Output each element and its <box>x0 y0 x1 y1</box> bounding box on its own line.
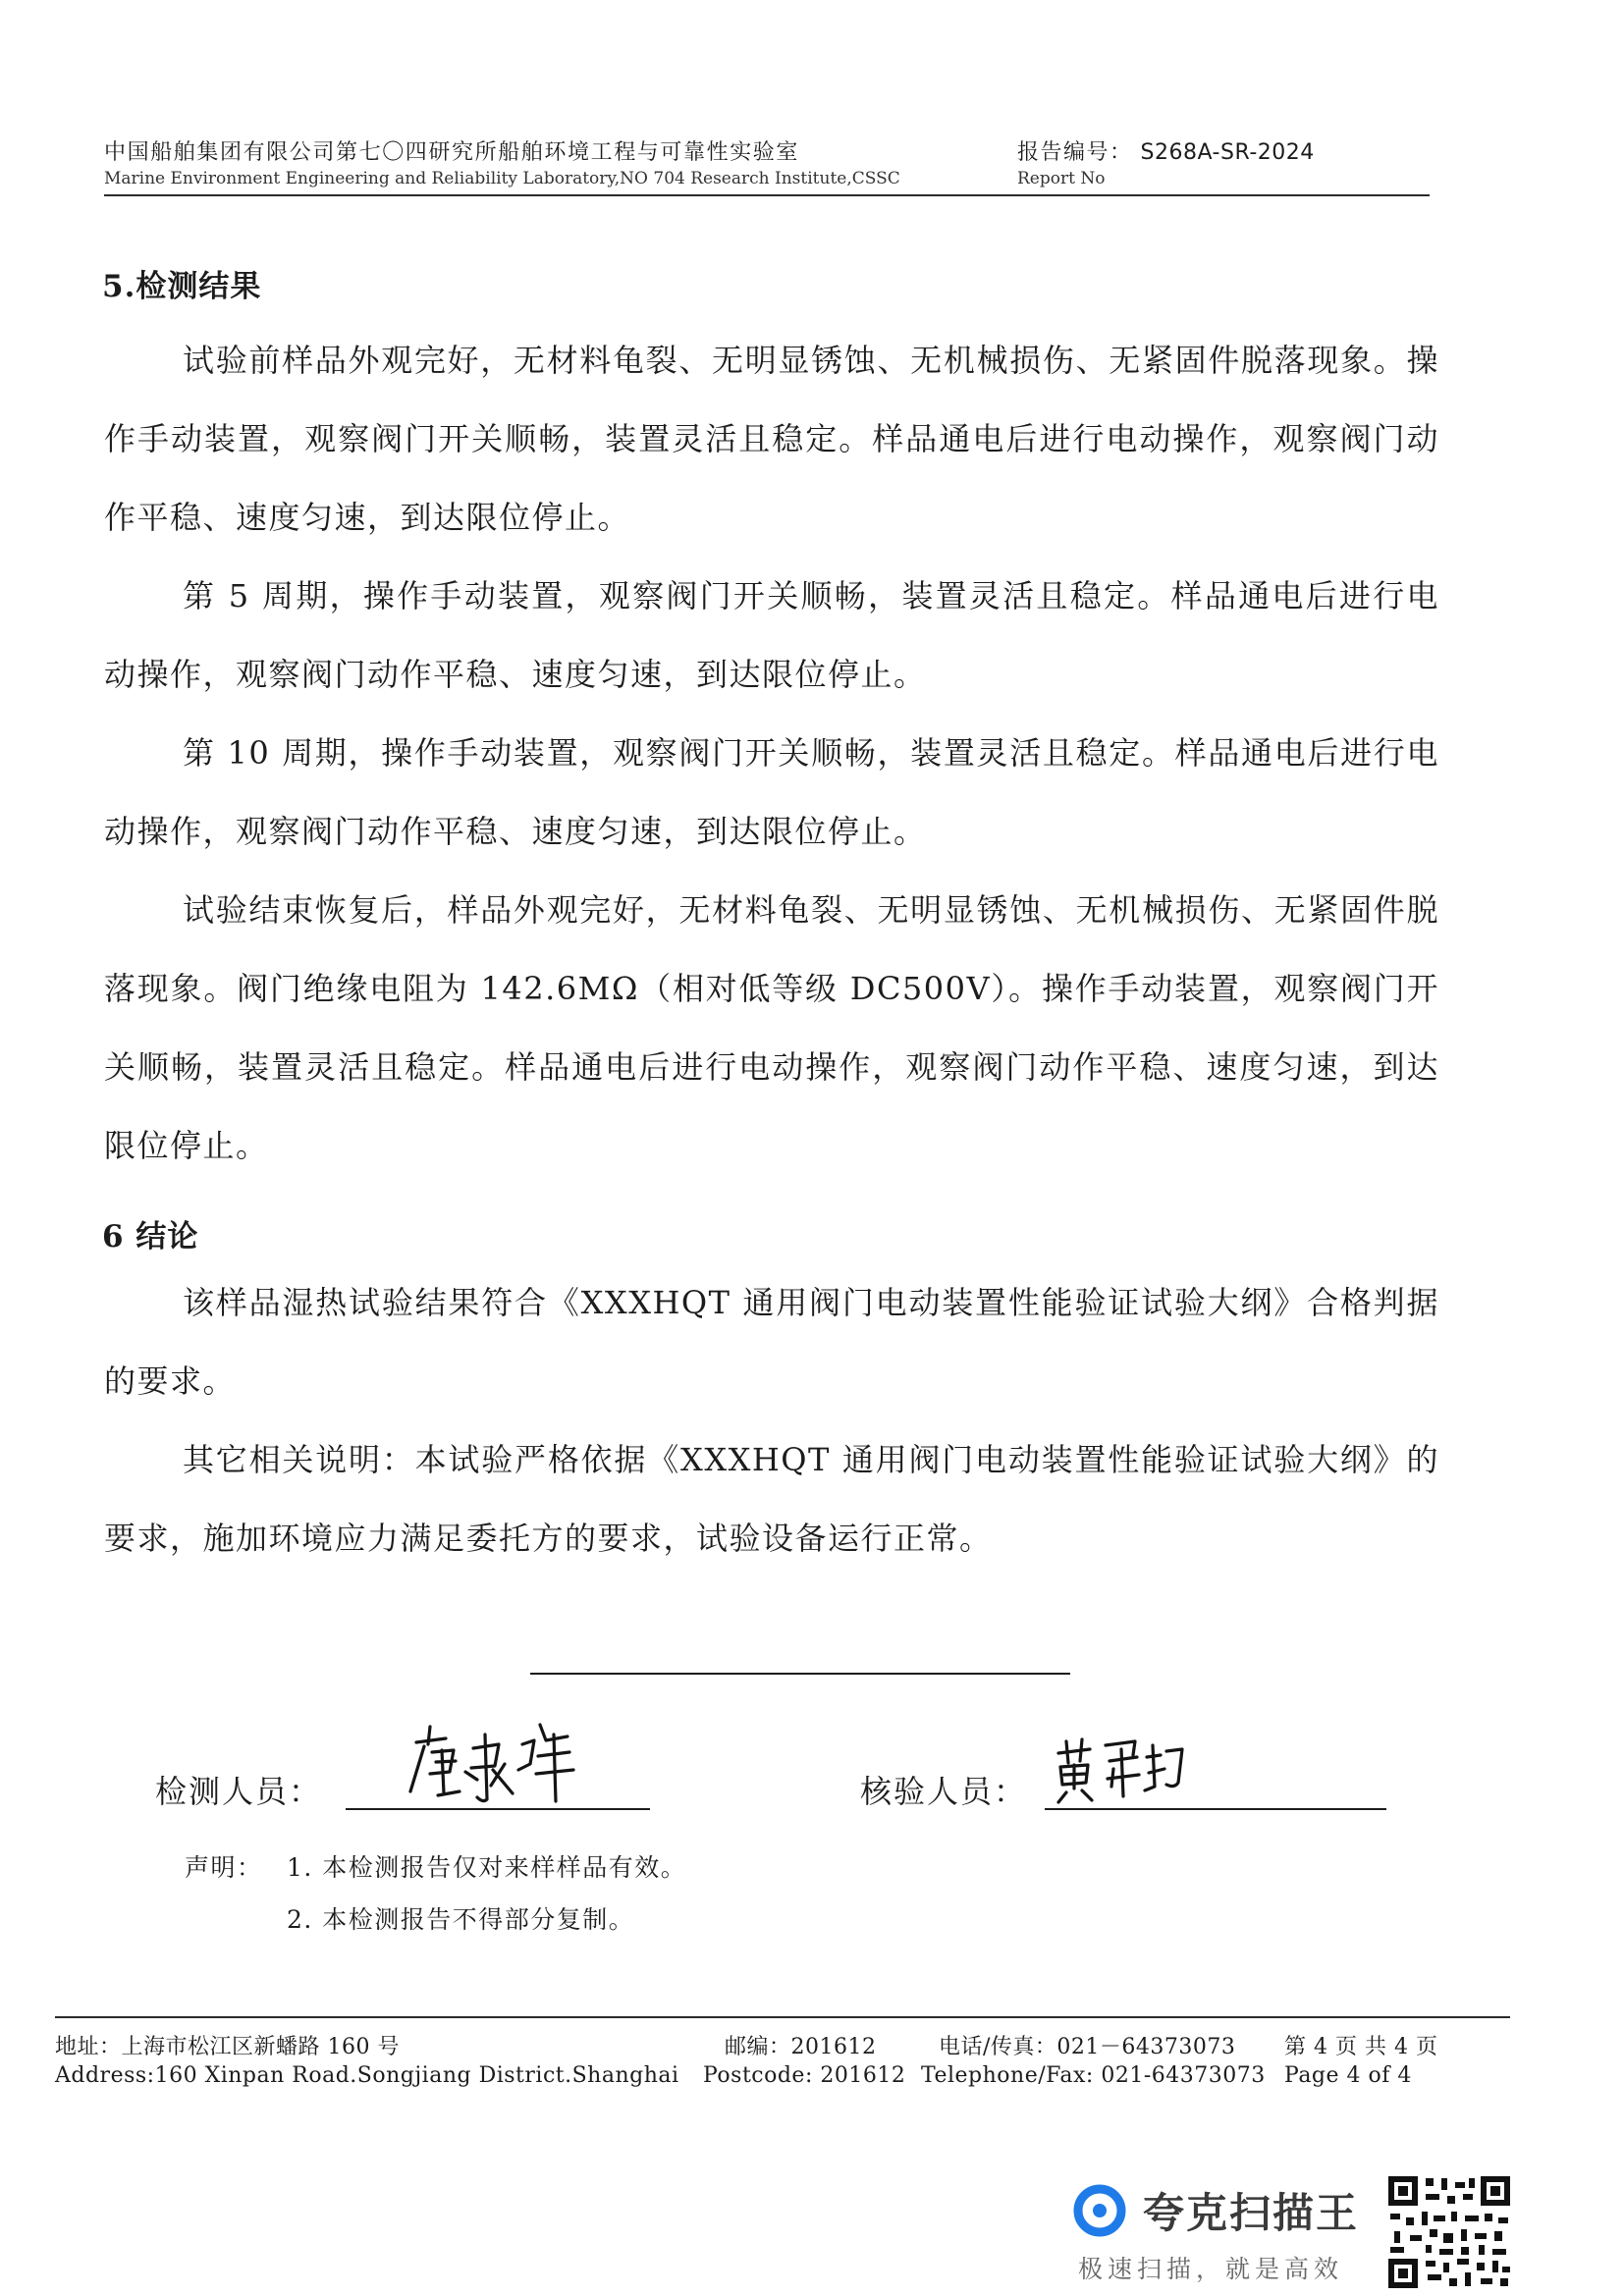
scanner-tagline: 极速扫描，就是高效 <box>1078 2255 1344 2283</box>
footer-page-cn: 第 4 页 共 4 页 <box>1284 2035 1438 2059</box>
qr-code-icon <box>1386 2174 1512 2290</box>
report-number-label: 报告编号： <box>1017 140 1133 165</box>
scanner-brand <box>1070 2181 1359 2240</box>
footer-rule <box>55 2016 1510 2018</box>
results-paragraph-3: 第 10 周期，操作手动装置，观察阀门开关顺畅，装置灵活且稳定。样品通电后进行电动操作，观察阀门动作平稳、速度匀速，到达限位停止。 <box>104 734 1439 850</box>
verifier-signature <box>1051 1735 1188 1808</box>
end-of-content-rule <box>530 1673 1070 1675</box>
report-header <box>104 135 1430 196</box>
footer-postcode-en: Postcode: 201612 <box>703 2063 906 2088</box>
results-paragraph-4: 试验结束恢复后，样品外观完好，无材料龟裂、无明显锈蚀、无机械损伤、无紧固件脱落现象。阀门绝缘电阻为 142.6MΩ（相对低等级 DC500V）。操作手动装置，观察阀门开关顺畅，装置灵活且稳定。样品通电后进行电动操作，观察阀门动作平稳、速度匀速，到达限位停止。 <box>104 891 1439 1164</box>
footer-phone-en: Telephone/Fax: 021-64373073 <box>921 2063 1266 2088</box>
conclusion-paragraph-1: 该样品湿热试验结果符合《XXXHQT 通用阀门电动装置性能验证试验大纲》合格判据的要求。 <box>104 1284 1439 1400</box>
tester-label: 检测人员： <box>155 1773 323 1810</box>
disclaimer-label: 声明： <box>185 1853 263 1882</box>
report-number-label-en: Report No <box>1017 169 1106 188</box>
disclaimer-item-1: 1. 本检测报告仅对来样样品有效。 <box>287 1853 687 1882</box>
footer-postcode-cn: 邮编：201612 <box>725 2035 877 2059</box>
tester-signature <box>403 1713 589 1809</box>
verifier-label: 核验人员： <box>860 1773 1028 1810</box>
results-paragraph-2: 第 5 周期，操作手动装置，观察阀门开关顺畅，装置灵活且稳定。样品通电后进行电动操作，观察阀门动作平稳、速度匀速，到达限位停止。 <box>104 577 1439 693</box>
report-number <box>1017 135 1315 166</box>
scanner-logo-icon <box>1070 2181 1129 2240</box>
report-number-value: S268A-SR-2024 <box>1140 140 1315 165</box>
disclaimer-item-2: 2. 本检测报告不得部分复制。 <box>287 1905 635 1934</box>
org-name-en: Marine Environment Engineering and Reliability Laboratory,NO 704 Research Institute,CSSC <box>104 169 900 188</box>
org-name-cn: 中国船舶集团有限公司第七〇四研究所船舶环境工程与可靠性实验室 <box>104 140 800 165</box>
footer-address-en: Address:160 Xinpan Road.Songjiang District.Shanghai <box>55 2063 679 2088</box>
section-title-conclusion: 6 结论 <box>102 1219 199 1255</box>
conclusion-paragraph-2: 其它相关说明：本试验严格依据《XXXHQT 通用阀门电动装置性能验证试验大纲》的要求，施加环境应力满足委托方的要求，试验设备运行正常。 <box>104 1441 1439 1557</box>
section-title-results: 5.检测结果 <box>102 269 262 304</box>
footer-page-en: Page 4 of 4 <box>1284 2063 1412 2088</box>
footer-phone-cn: 电话/传真：021－64373073 <box>939 2035 1236 2059</box>
footer-address-cn: 地址：上海市松江区新蟠路 160 号 <box>55 2035 400 2059</box>
verifier-signature-line <box>1045 1808 1386 1810</box>
scanner-brand-name: 夸克扫描王 <box>1143 2189 1360 2237</box>
results-paragraph-1: 试验前样品外观完好，无材料龟裂、无明显锈蚀、无机械损伤、无紧固件脱落现象。操作手动装置，观察阀门开关顺畅，装置灵活且稳定。样品通电后进行电动操作，观察阀门动作平稳、速度匀速，到达限位停止。 <box>104 342 1439 536</box>
